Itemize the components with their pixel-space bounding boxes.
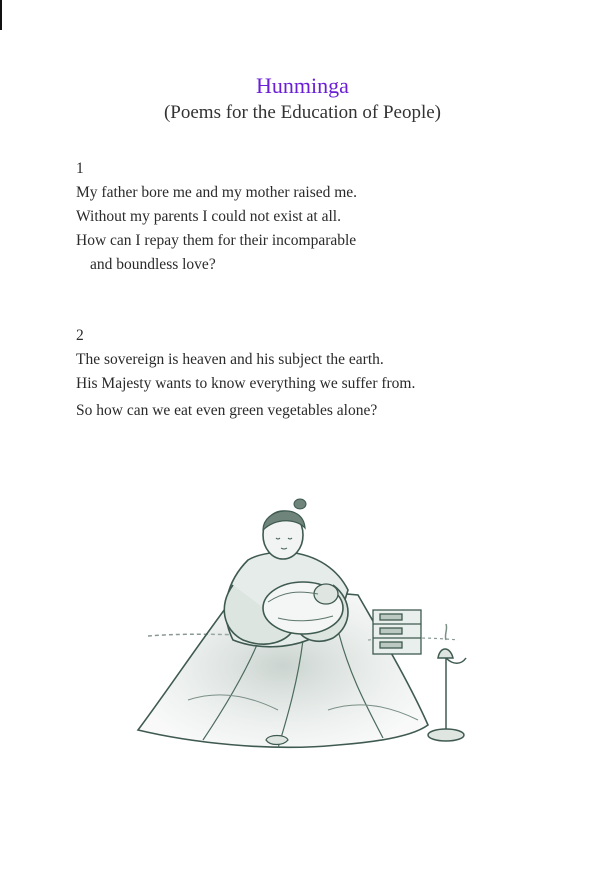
seated-mother-ink-illustration — [128, 490, 498, 760]
poem-line: His Majesty wants to know everything we suffer from. — [76, 375, 416, 392]
poem-number: 2 — [76, 327, 84, 344]
poem-2 — [76, 324, 576, 423]
poem-number: 1 — [76, 160, 84, 177]
poem-1 — [76, 157, 576, 277]
poem-line: and boundless love? — [90, 256, 216, 273]
poem-line: The sovereign is heaven and his subject the earth. — [76, 351, 384, 368]
ink-drawing-icon — [128, 490, 498, 760]
page-subtitle: (Poems for the Education of People) — [163, 102, 441, 123]
poem-line: Without my parents I could not exist at all. — [76, 208, 341, 225]
poem-line: How can I repay them for their incomparable — [76, 232, 357, 249]
poem-line: My father bore me and my mother raised me. — [76, 184, 358, 201]
page-edge-mark — [0, 0, 2, 30]
page-title: Hunminga — [256, 73, 349, 98]
poem-line: So how can we eat even green vegetables alone? — [76, 402, 378, 419]
